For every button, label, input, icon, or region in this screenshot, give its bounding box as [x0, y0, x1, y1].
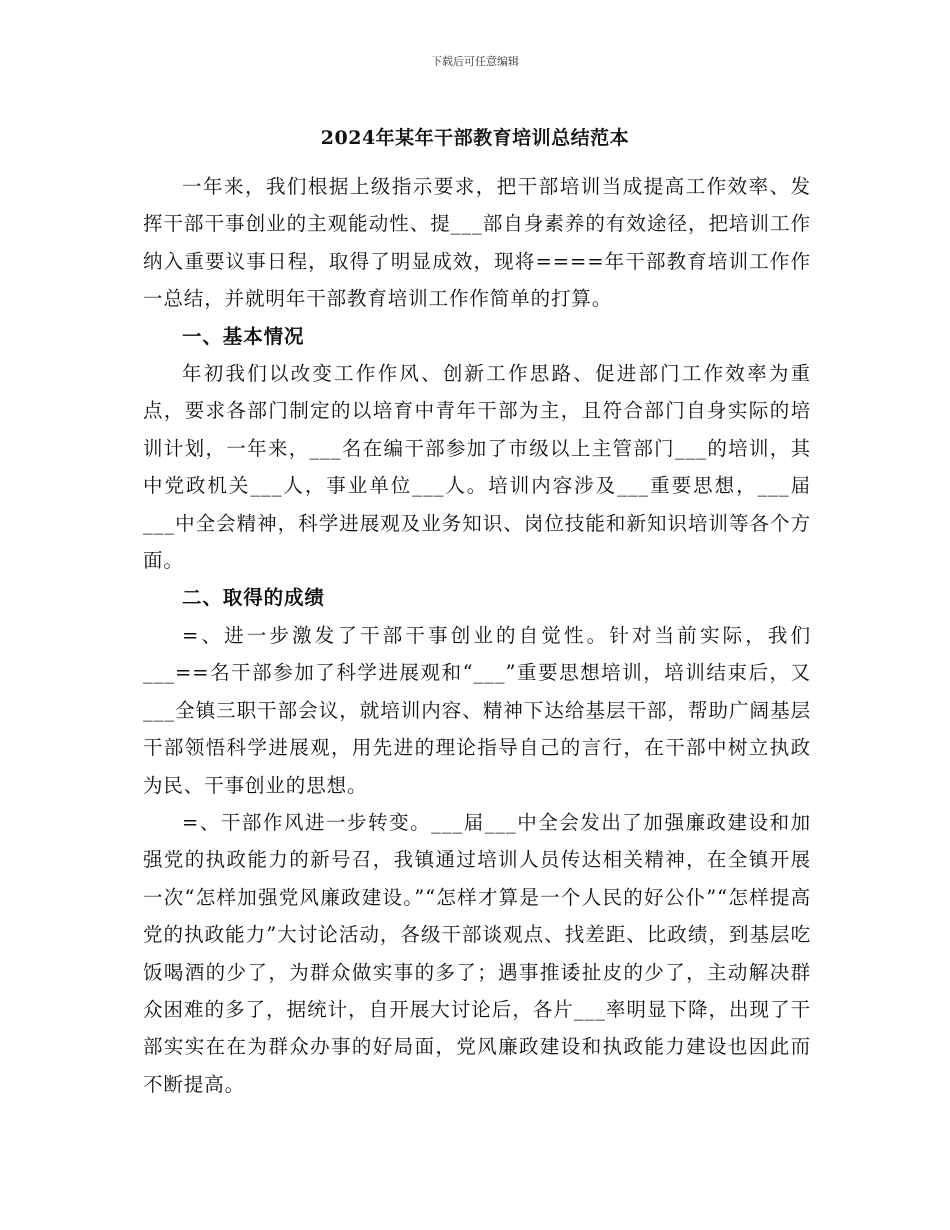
- achievement-paragraph-2: =、干部作风进一步转变。___届___中全会发出了加强廉政建设和加强党的执政能力的新号召，我镇通过培训人员传达相关精神，在全镇开展一次“怎样加强党风廉政建设。”“怎样才算是一个人民的好公仆”“怎样提高党的执政能力”大讨论活动，各级干部谈观点、找差距、比政绩，到基层吃饭喝酒的少了，为群众做实事的多了；遇事推诿扯皮的少了，主动解决群众困难的多了，据统计，自开展大讨论后，各片___率明显下降，出现了干部实实在在为群众办事的好局面，党风廉政建设和执政能力建设也因此而不断提高。: [143, 810, 811, 1096]
- header-note: 下载后可任意编辑: [431, 55, 519, 68]
- section-heading-achievements: 二、取得的成绩: [182, 586, 325, 610]
- achievement-paragraph-1: =、进一步激发了干部干事创业的自觉性。针对当前实际，我们___==名干部参加了科学进展观和“___”重要思想培训，培训结束后，又___全镇三职干部会议，就培训内容、精神下达给基层干部，帮助广阔基层干部领悟科学进展观，用先进的理论指导自己的言行，在干部中树立执政为民、干事创业的思想。: [143, 623, 811, 797]
- intro-paragraph: 一年来，我们根据上级指示要求，把干部培训当成提高工作效率、发挥干部干事创业的主观能动性、提___部自身素养的有效途径，把培训工作纳入重要议事日程，取得了明显成效，现将====年干部教育培训工作作一总结，并就明年干部教育培训工作作简单的打算。: [143, 175, 811, 311]
- section-heading-basic-situation: 一、基本情况: [182, 324, 305, 348]
- document-body: [143, 168, 811, 1103]
- document-title: 2024年某年干部教育培训总结范本: [320, 127, 630, 149]
- basic-situation-paragraph: 年初我们以改变工作作风、创新工作思路、促进部门工作效率为重点，要求各部门制定的以培育中青年干部为主，且符合部门自身实际的培训计划，一年来，___名在编干部参加了市级以上主管部门___的培训，其中党政机关___人，事业单位___人。培训内容涉及___重要思想，___届___中全会精神，科学进展观及业务知识、岗位技能和新知识培训等各个方面。: [143, 362, 811, 573]
